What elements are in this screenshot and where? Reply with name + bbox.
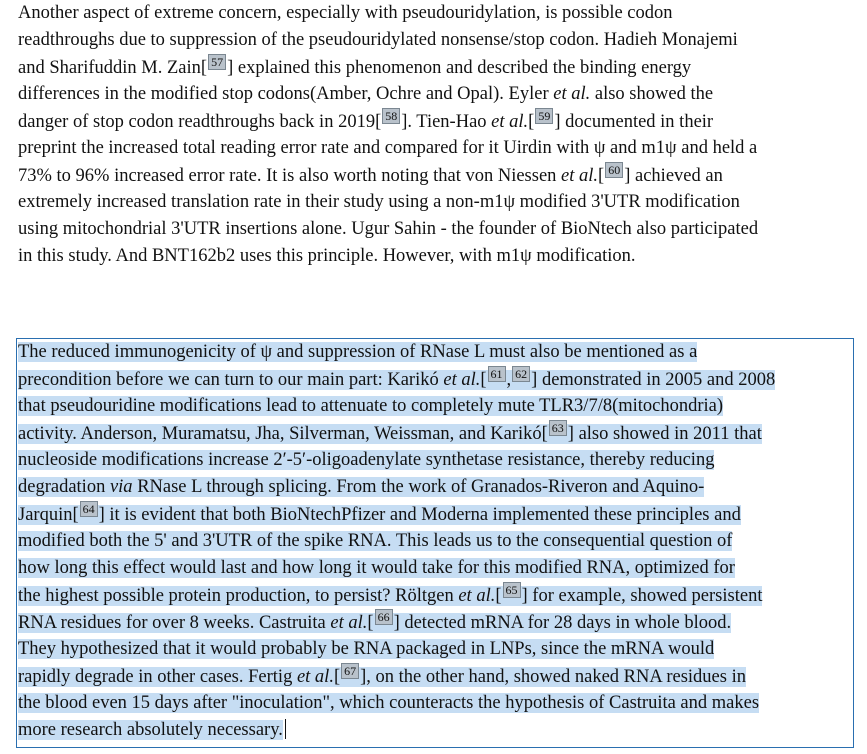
- citation-link-65[interactable]: 65: [503, 582, 521, 598]
- text: RNase L through splicing. From the work of Granados-Riveron and Aquino-: [132, 477, 705, 497]
- text: ] documented in their: [554, 112, 714, 132]
- text-line: [18, 54, 853, 81]
- text: extremely increased translation rate in their study using a non-m1ψ modified 3'UTR modification: [18, 192, 740, 212]
- text-line: [18, 135, 853, 162]
- text: ,: [506, 370, 512, 390]
- text-line: [18, 717, 853, 744]
- text: precondition before we can turn to our main part: Karikó: [18, 370, 444, 390]
- italic-text: et al.: [458, 586, 496, 606]
- text-line: [18, 555, 853, 582]
- text: using mitochondrial 3'UTR insertions alone. Ugur Sahin - the founder of BioNtech also participated: [18, 219, 759, 239]
- text: [: [495, 586, 502, 606]
- citation-link-63[interactable]: 63: [549, 420, 567, 436]
- text: ] demonstrated in 2005 and 2008: [531, 370, 776, 390]
- text-line: [18, 582, 853, 609]
- text: ], on the other hand, showed naked RNA residues in: [360, 667, 746, 687]
- text: rapidly degrade in other cases. Fertig: [18, 667, 297, 687]
- text-line: [18, 216, 853, 243]
- citation-link-58[interactable]: 58: [382, 108, 400, 124]
- text-line: [18, 609, 853, 636]
- citation-link-64[interactable]: 64: [80, 501, 98, 517]
- text: ] achieved an: [624, 166, 723, 186]
- text-line: [18, 0, 853, 27]
- text-line: [18, 663, 853, 690]
- text: ]. Tien-Hao: [401, 112, 492, 132]
- text: nucleoside modifications increase 2′-5′-oligoadenylate synthetase resistance, thereby reducing: [18, 450, 715, 470]
- text: the highest possible protein production, to persist? Röltgen: [18, 586, 459, 606]
- text-line: [18, 636, 853, 663]
- text: preprint the increased total reading error rate and compared for it Uirdin with ψ and m1ψ and held a: [18, 138, 758, 158]
- text-cursor: [285, 719, 286, 739]
- text-line: [18, 474, 853, 501]
- text: The reduced immunogenicity of ψ and suppression of RNase L must also be mentioned as a: [18, 342, 698, 362]
- text: differences in the modified stop codons(Amber, Ochre and Opal). Eyler: [18, 84, 554, 104]
- text-line: [18, 690, 853, 717]
- text: ] also showed in 2011 that: [567, 424, 762, 444]
- text-line: [18, 528, 853, 555]
- text: Another aspect of extreme concern, especially with pseudouridylation, is possible codon: [18, 3, 673, 23]
- text-line: [18, 27, 853, 54]
- italic-text: et al.: [553, 84, 591, 104]
- text-line: [18, 162, 853, 189]
- citation-link-67[interactable]: 67: [341, 663, 359, 679]
- text-line: [18, 339, 853, 366]
- paragraph-stop-codon-readthrough: [18, 0, 853, 270]
- italic-text: et al.: [296, 667, 334, 687]
- paragraph-immunogenicity-selected[interactable]: [18, 339, 853, 744]
- text: degradation: [18, 477, 110, 497]
- text: readthroughs due to suppression of the pseudouridylated nonsense/stop codon. Hadieh Monajemi: [18, 30, 738, 50]
- text: They hypothesized that it would probably be RNA packaged in LNPs, since the mRNA would: [18, 639, 715, 659]
- text: that pseudouridine modifications lead to attenuate to completely mute TLR3/7/8(mitochondria): [18, 396, 724, 416]
- text-line: [18, 420, 853, 447]
- citation-link-66[interactable]: 66: [375, 609, 393, 625]
- text: ] detected mRNA for 28 days in whole blood.: [393, 613, 732, 633]
- citation-link-59[interactable]: 59: [535, 108, 553, 124]
- text: and Sharifuddin M. Zain[: [18, 58, 208, 78]
- text-line: [18, 501, 853, 528]
- text: in this study. And BNT162b2 uses this principle. However, with m1ψ modification.: [18, 246, 636, 266]
- text: [: [528, 112, 535, 132]
- italic-text: et al.: [330, 613, 368, 633]
- text-line: [18, 243, 853, 270]
- italic-text: et al.: [443, 370, 481, 390]
- citation-link-61[interactable]: 61: [488, 366, 506, 382]
- text-line: [18, 108, 853, 135]
- italic-text: via: [109, 477, 133, 497]
- text-line: [18, 447, 853, 474]
- text: also showed the: [590, 84, 714, 104]
- text: [: [333, 667, 341, 687]
- text: [: [598, 166, 605, 186]
- citation-link-62[interactable]: 62: [512, 366, 530, 382]
- text: modified both the 5' and 3'UTR of the spike RNA. This leads us to the consequential question of: [18, 531, 733, 551]
- text: ] for example, showed persistent: [521, 586, 763, 606]
- text-line: [18, 366, 853, 393]
- text-line: [18, 393, 853, 420]
- text: the blood even 15 days after "inoculation", which counteracts the hypothesis of Castruita and makes: [18, 693, 760, 713]
- text: more research absolutely necessary.: [18, 720, 283, 740]
- text: how long this effect would last and how long it would take for this modified RNA, optimized for: [18, 558, 735, 578]
- text: ] explained this phenomenon and described the binding energy: [227, 58, 692, 78]
- text: activity. Anderson, Muramatsu, Jha, Silverman, Weissman, and Karikó[: [18, 424, 548, 444]
- text: [: [367, 613, 374, 633]
- text: RNA residues for over 8 weeks. Castruita: [18, 613, 331, 633]
- text-line: [18, 81, 853, 108]
- citation-link-60[interactable]: 60: [605, 162, 623, 178]
- text: danger of stop codon readthroughs back in 2019[: [18, 112, 382, 132]
- text: 73% to 96% increased error rate. It is also worth noting that von Niessen: [18, 166, 562, 186]
- text: ] it is evident that both BioNtechPfizer and Moderna implemented these principles and: [98, 505, 741, 525]
- text-line: [18, 189, 853, 216]
- text: Jarquin[: [18, 505, 79, 525]
- italic-text: et al.: [491, 112, 529, 132]
- italic-text: et al.: [561, 166, 599, 186]
- text: [: [480, 370, 487, 390]
- citation-link-57[interactable]: 57: [208, 54, 226, 70]
